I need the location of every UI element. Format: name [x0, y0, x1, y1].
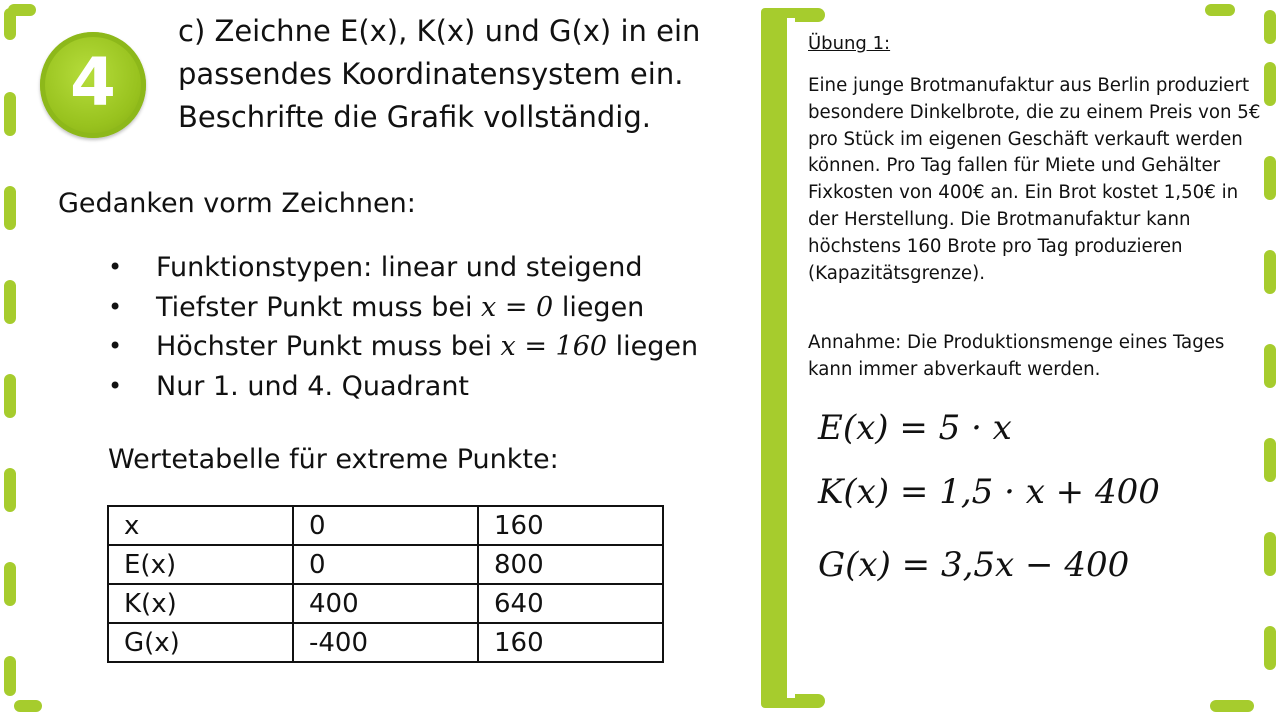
frame-dash [1210, 700, 1254, 712]
formula-text: G(x) = 3,5x − 400 [818, 545, 1130, 585]
frame-dash [1264, 62, 1276, 106]
frame-dash [14, 700, 42, 712]
frame-dash [1264, 344, 1276, 388]
thoughts-list [108, 248, 698, 406]
frame-dash [1264, 626, 1276, 670]
table-cell: 0 [293, 506, 478, 545]
value-table [107, 505, 664, 663]
task-line: Beschrifte die Grafik vollständig. [178, 100, 651, 134]
table-cell: K(x) [108, 584, 293, 623]
task-line: passendes Koordinatensystem ein. [178, 57, 684, 91]
task-line: c) Zeichne E(x), K(x) und G(x) in ein [178, 14, 701, 48]
table-row [108, 545, 663, 584]
task-number: 4 [70, 44, 116, 121]
list-item [108, 288, 698, 328]
table-cell: 800 [478, 545, 663, 584]
bullet-text: Nur 1. und 4. Quadrant [156, 370, 470, 402]
frame-dash [4, 92, 16, 136]
list-item [108, 248, 698, 288]
frame-dash [1264, 532, 1276, 576]
list-item [108, 327, 698, 367]
list-item [108, 367, 698, 407]
formula-text: E(x) = 5 · x [818, 408, 1012, 448]
frame-dash [4, 468, 16, 512]
frame-dash [4, 656, 16, 696]
bullet-text: Funktionstypen: linear und steigend [156, 252, 643, 283]
formula-revenue [818, 408, 1012, 448]
exercise-title: Übung 1: [808, 33, 891, 54]
formula-text: K(x) = 1,5 · x + 400 [818, 472, 1160, 512]
formula-profit [818, 545, 1129, 585]
table-cell: E(x) [108, 545, 293, 584]
table-cell: 400 [293, 584, 478, 623]
exercise-assumption: Annahme: Die Produktionsmenge eines Tages kann immer abverkauft werden. [808, 332, 1225, 380]
bullet-text: Höchster Punkt muss bei [156, 331, 501, 362]
task-number-badge [40, 32, 146, 138]
table-cell: x [108, 506, 293, 545]
frame-dash [4, 374, 16, 418]
frame-dash [4, 562, 16, 606]
table-row [108, 506, 663, 545]
table-cell: 160 [478, 506, 663, 545]
table-cell: 160 [478, 623, 663, 662]
frame-dash [4, 186, 16, 230]
frame-dash [4, 280, 16, 324]
table-cell: 640 [478, 584, 663, 623]
exercise-text: Eine junge Brotmanufaktur aus Berlin produziert besondere Dinkelbrote, die zu einem Preis von 5€ pro Stück im eigenen Geschäft verkauft werden können. Pro Tag fallen für Miete und Gehälter Fixkosten von 400€ an. Ein Brot kostet 1,50€ in der Herstellung. Die Brotmanufaktur kann höchstens 160 Brote pro Tag produzieren (Kapazitätsgrenze). [808, 75, 1261, 284]
table-cell: -400 [293, 623, 478, 662]
table-cell: 0 [293, 545, 478, 584]
frame-dash [1264, 250, 1276, 294]
panel-bracket-inner [787, 18, 795, 698]
bullet-text: liegen [607, 331, 699, 362]
task-text [178, 10, 778, 139]
table-cell: G(x) [108, 623, 293, 662]
math-expression: x = 0 [481, 291, 554, 323]
frame-dash [1205, 4, 1235, 16]
table-row [108, 584, 663, 623]
frame-dash [1264, 438, 1276, 482]
frame-dash [4, 8, 16, 40]
frame-dash [1264, 10, 1276, 44]
table-row [108, 623, 663, 662]
bullet-text: Tiefster Punkt muss bei [156, 291, 482, 323]
table-title: Wertetabelle für extreme Punkte: [108, 444, 559, 475]
formula-cost [818, 472, 1160, 512]
thoughts-heading: Gedanken vorm Zeichnen: [58, 188, 416, 219]
frame-dash [1264, 156, 1276, 200]
bullet-text: liegen [553, 291, 645, 323]
math-expression: x = 160 [500, 331, 608, 362]
